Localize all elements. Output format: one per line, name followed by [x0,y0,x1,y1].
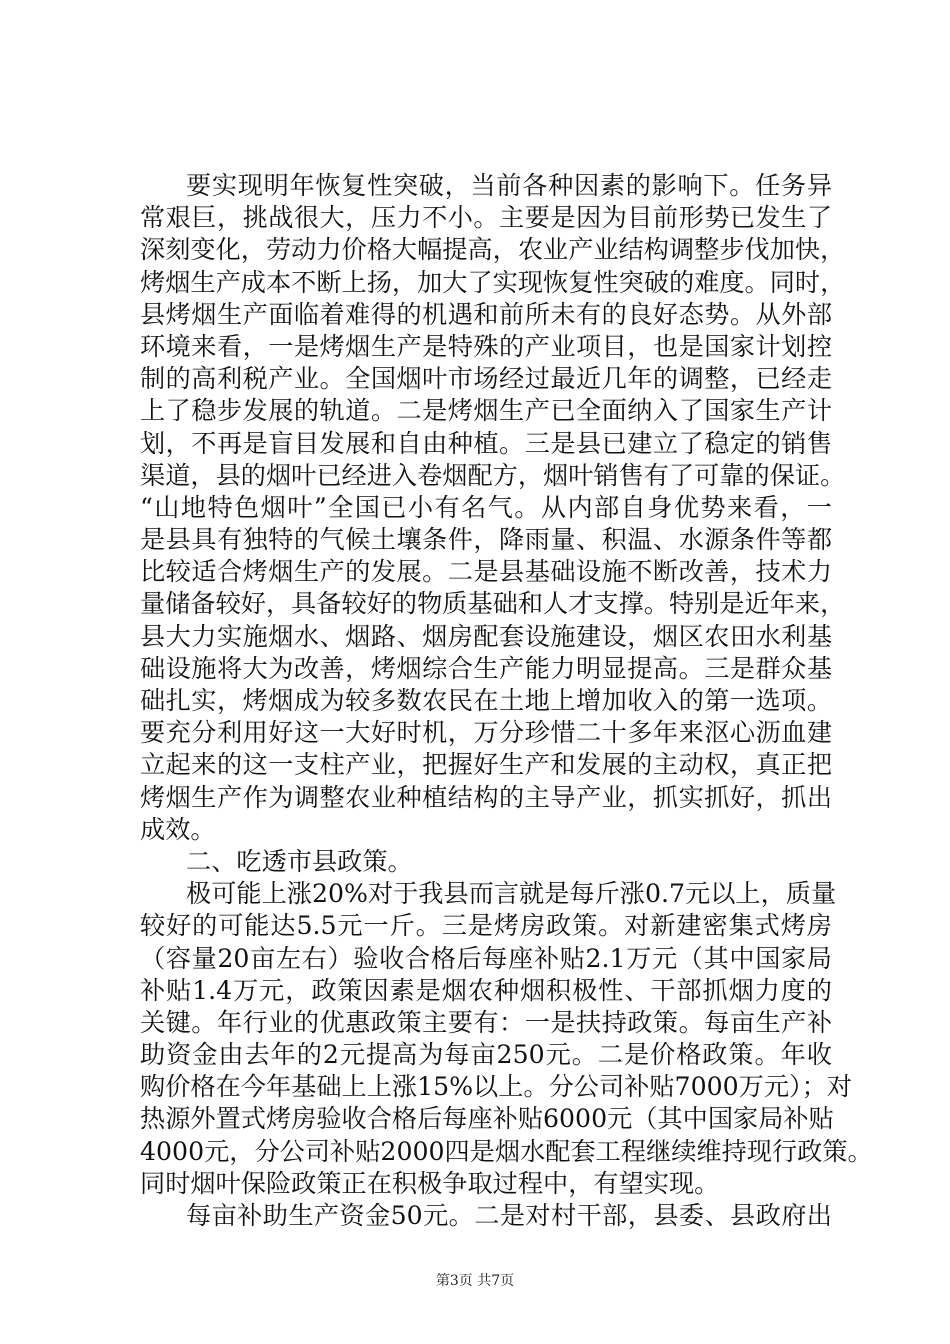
text-line: 成效。 [140,814,216,844]
text-line: 深刻变化，劳动力价格大幅提高，农业产业结构调整步伐加快， [140,235,846,265]
page-number: 第3页 共7页 [435,1273,515,1289]
text-line: 础设施将大为改善，烤烟综合生产能力明显提高。三是群众基 [140,653,832,683]
text-line: 县大力实施烟水、烟路、烟房配套设施建设，烟区农田水利基 [140,621,832,651]
text-line: 购价格在今年基础上上涨15%以上。分公司补贴7000万元）；对 [140,1072,852,1102]
text-line: 烤烟生产成本不断上扬，加大了实现恢复性突破的难度。同时， [140,267,846,297]
text-line: 础扎实，烤烟成为较多数农民在土地上增加收入的第一选项。 [140,686,832,715]
paragraph-1 [140,170,846,846]
text-line: 要充分利用好这一大好时机，万分珍惜二十多年来沤心沥血建 [140,718,832,748]
paragraph-2 [140,878,873,1200]
paragraph-3 [140,1200,832,1232]
text-line: 县烤烟生产面临着难得的机遇和前所未有的良好态势。从外部 [140,299,832,329]
text-line: 要实现明年恢复性突破，当前各种因素的影响下。任务异 [186,171,832,200]
text-line: 补贴1.4万元，政策因素是烟农种烟积极性、干部抓烟力度的 [140,975,832,1005]
text-line: 关键。年行业的优惠政策主要有：一是扶持政策。每亩生产补 [140,1007,832,1037]
text-line: 上了稳步发展的轨道。二是烤烟生产已全面纳入了国家生产计 [140,396,832,426]
text-line: 量储备较好，具备较好的物质基础和人才支撑。特别是近年来， [140,589,846,619]
text-line: （容量20亩左右）验收合格后每座补贴2.1万元（其中国家局 [140,943,832,973]
text-line: 渠道，县的烟叶已经进入卷烟配方，烟叶销售有了可靠的保证。 [140,460,846,490]
text-line: 比较适合烤烟生产的发展。二是县基础设施不断改善，技术力 [140,557,832,587]
text-line: 常艰巨，挑战很大，压力不小。主要是因为目前形势已发生了 [140,203,832,233]
document-body [140,170,873,1232]
text-line: 助资金由去年的2元提高为每亩250元。二是价格政策。年收 [140,1040,832,1070]
heading-line: 二、吃透市县政策。 [186,846,413,876]
text-line: “山地特色烟叶”全国已小有名气。从内部自身优势来看，一 [140,492,832,522]
text-line: 烤烟生产作为调整农业种植结构的主导产业，抓实抓好，抓出 [140,782,832,812]
text-line: 制的高利税产业。全国烟叶市场经过最近几年的调整，已经走 [140,364,832,394]
text-line: 较好的可能达5.5元一斤。三是烤房政策。对新建密集式烤房 [140,911,832,941]
text-line: 每亩补助生产资金50元。二是对村干部，县委、县政府出 [186,1201,832,1230]
page-footer [0,1272,950,1290]
text-line: 4000元，分公司补贴2000四是烟水配套工程继续维持现行政策。 [140,1136,873,1166]
text-line: 立起来的这一支柱产业，把握好生产和发展的主动权，真正把 [140,750,832,780]
text-line: 环境来看，一是烤烟生产是特殊的产业项目，也是国家计划控 [140,331,832,361]
text-line: 划，不再是盲目发展和自由种植。三是县已建立了稳定的销售 [140,428,832,458]
section-heading [140,846,832,878]
text-line: 极可能上涨20%对于我县而言就是每斤涨0.7元以上，质量 [186,879,837,909]
text-line: 同时烟叶保险政策正在积极争取过程中，有望实现。 [140,1168,720,1198]
text-line: 热源外置式烤房验收合格后每座补贴6000元（其中国家局补贴 [140,1104,834,1134]
text-line: 是县具有独特的气候土壤条件，降雨量、积温、水源条件等都 [140,525,832,555]
